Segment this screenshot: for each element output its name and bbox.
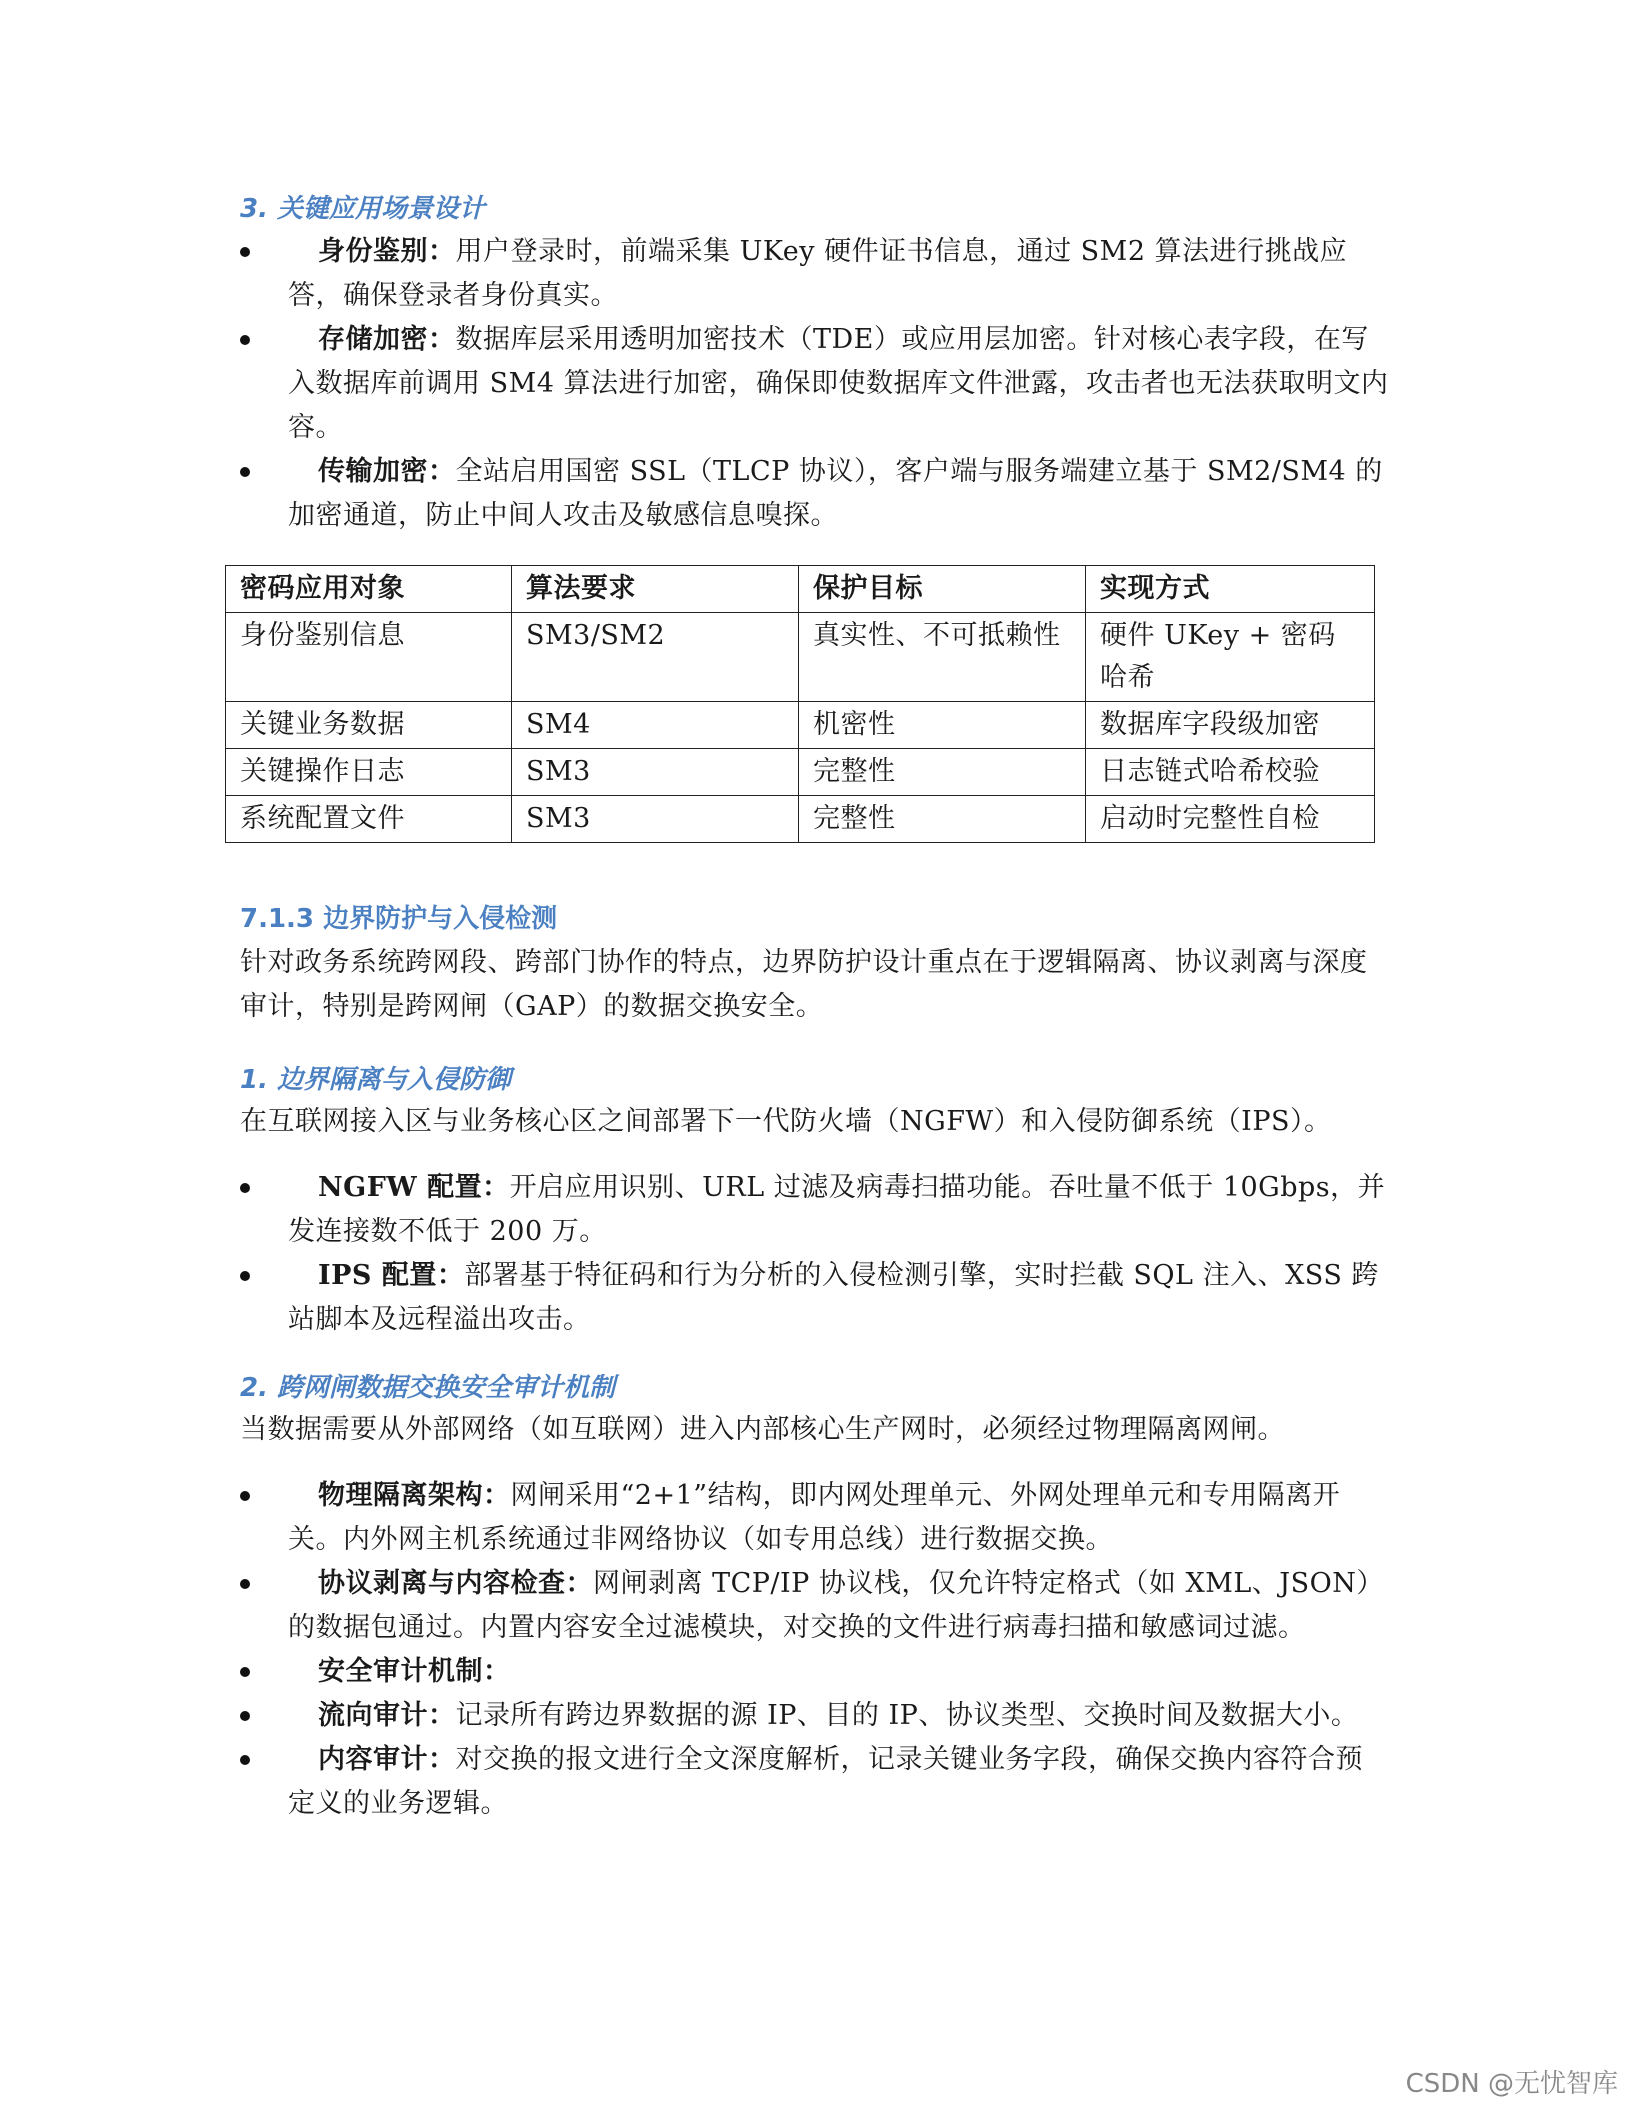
bullet-icon: [240, 247, 250, 257]
bullet-text: 用户登录时，前端采集 UKey 硬件证书信息，通过 SM2 算法进行挑战应答，确保登录者身份真实。: [288, 236, 1348, 311]
list-item: [240, 1738, 1390, 1826]
table-cell: 数据库字段级加密: [1086, 702, 1375, 749]
bullet-icon: [240, 1271, 250, 1281]
subsection-intro-paragraph: 当数据需要从外部网络（如互联网）进入内部核心生产网时，必须经过物理隔离网闸。: [240, 1414, 1285, 1445]
table-header-row: [226, 566, 1375, 613]
bullet-icon: [240, 1667, 250, 1677]
table-header-cell: 密码应用对象: [226, 566, 512, 613]
bullet-text: 数据库层采用透明加密技术（TDE）或应用层加密。针对核心表字段，在写入数据库前调用 SM4 算法进行加密，确保即使数据库文件泄露，攻击者也无法获取明文内容。: [288, 324, 1389, 443]
bullet-icon: [240, 1183, 250, 1193]
bullet-text: 网闸剥离 TCP/IP 协议栈，仅允许特定格式（如 XML、JSON）的数据包通过。内置内容安全过滤模块，对交换的文件进行病毒扫描和敏感词过滤。: [288, 1568, 1384, 1643]
table-cell: 身份鉴别信息: [226, 613, 512, 702]
table-row: [226, 613, 1375, 702]
table-cell: 硬件 UKey + 密码哈希: [1086, 613, 1375, 702]
subsection-intro-paragraph: 在互联网接入区与业务核心区之间部署下一代防火墙（NGFW）和入侵防御系统（IPS）。: [240, 1106, 1332, 1137]
crypto-application-table: [225, 565, 1375, 843]
bullet-term: 传输加密：: [318, 456, 456, 487]
bullet-term: 流向审计：: [318, 1700, 456, 1731]
gap-bullet-list: [240, 1474, 1390, 1826]
bullet-icon: [240, 1579, 250, 1589]
list-item: [240, 1650, 1390, 1694]
table-cell: 关键业务数据: [226, 702, 512, 749]
bullet-icon: [240, 467, 250, 477]
table-cell: SM3: [512, 796, 799, 843]
table-header-cell: 保护目标: [799, 566, 1086, 613]
bullet-term: 存储加密：: [318, 324, 456, 355]
list-item: [240, 450, 1390, 538]
bullet-text: 全站启用国密 SSL（TLCP 协议），客户端与服务端建立基于 SM2/SM4 的加密通道，防止中间人攻击及敏感信息嗅探。: [288, 456, 1383, 531]
list-item: [240, 1562, 1390, 1650]
firewall-bullet-list: [240, 1166, 1390, 1342]
table-cell: 真实性、不可抵赖性: [799, 613, 1086, 702]
table-cell: SM4: [512, 702, 799, 749]
table-header-cell: 算法要求: [512, 566, 799, 613]
bullet-text: 网闸采用“2+1”结构，即内网处理单元、外网处理单元和专用隔离开关。内外网主机系统通过非网络协议（如专用总线）进行数据交换。: [288, 1480, 1341, 1555]
bullet-text: 对交换的报文进行全文深度解析，记录关键业务字段，确保交换内容符合预定义的业务逻辑。: [288, 1744, 1363, 1819]
table-cell: 启动时完整性自检: [1086, 796, 1375, 843]
list-item: [240, 1254, 1390, 1342]
bullet-text: 部署基于特征码和行为分析的入侵检测引擎，实时拦截 SQL 注入、XSS 跨站脚本及远程溢出攻击。: [288, 1260, 1379, 1335]
subsection-heading-gap-audit: 2. 跨网闸数据交换安全审计机制: [240, 1373, 616, 1403]
table-cell: 完整性: [799, 796, 1086, 843]
section-heading-boundary-protection: 7.1.3 边界防护与入侵检测: [240, 904, 558, 934]
bullet-term: IPS 配置：: [318, 1260, 465, 1291]
table-cell: 完整性: [799, 749, 1086, 796]
bullet-term: 身份鉴别：: [318, 236, 456, 267]
section-heading-key-scenarios: 3. 关键应用场景设计: [240, 194, 486, 224]
table-header-cell: 实现方式: [1086, 566, 1375, 613]
bullet-icon: [240, 335, 250, 345]
list-item: [240, 1694, 1390, 1738]
table-cell: 关键操作日志: [226, 749, 512, 796]
table-cell: 系统配置文件: [226, 796, 512, 843]
bullet-icon: [240, 1755, 250, 1765]
list-item: [240, 318, 1390, 450]
table-cell: SM3: [512, 749, 799, 796]
list-item: [240, 1474, 1390, 1562]
bullet-term: 内容审计：: [318, 1744, 456, 1775]
table-row: [226, 702, 1375, 749]
list-item: [240, 230, 1390, 318]
bullet-text: 开启应用识别、URL 过滤及病毒扫描功能。吞吐量不低于 10Gbps，并发连接数不低于 200 万。: [288, 1172, 1386, 1247]
bullet-term: NGFW 配置：: [318, 1172, 510, 1203]
table-row: [226, 749, 1375, 796]
list-item: [240, 1166, 1390, 1254]
bullet-term: 安全审计机制：: [318, 1656, 511, 1687]
bullet-term: 物理隔离架构：: [318, 1480, 511, 1511]
csdn-watermark: CSDN @无忧智库: [1405, 2069, 1618, 2099]
bullet-icon: [240, 1491, 250, 1501]
bullet-term: 协议剥离与内容检查：: [318, 1568, 593, 1599]
bullet-icon: [240, 1711, 250, 1721]
table-cell: 机密性: [799, 702, 1086, 749]
subsection-heading-isolation: 1. 边界隔离与入侵防御: [240, 1065, 512, 1095]
table-row: [226, 796, 1375, 843]
bullet-text: 记录所有跨边界数据的源 IP、目的 IP、协议类型、交换时间及数据大小。: [455, 1700, 1359, 1731]
scenario-bullet-list: [240, 230, 1390, 538]
table-cell: 日志链式哈希校验: [1086, 749, 1375, 796]
section-intro-paragraph: 针对政务系统跨网段、跨部门协作的特点，边界防护设计重点在于逻辑隔离、协议剥离与深度审计，特别是跨网闸（GAP）的数据交换安全。: [240, 947, 1368, 1022]
table-cell: SM3/SM2: [512, 613, 799, 702]
